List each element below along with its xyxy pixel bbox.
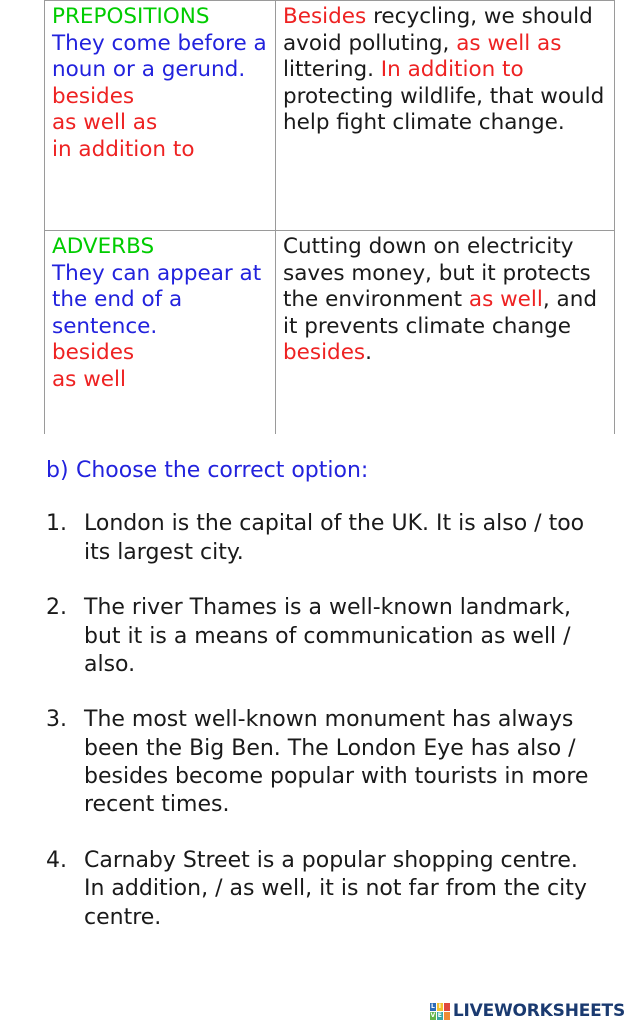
sentence-fragment: recycling, we should avoid polluting, — [283, 4, 593, 56]
exercise-section — [44, 458, 604, 959]
adverbs-example-cell — [276, 231, 615, 435]
sentence-fragment: protecting wildlife, that would help fight climate change. — [283, 83, 605, 136]
sentence-fragment: littering. — [283, 57, 381, 83]
logo-tile — [444, 1003, 450, 1011]
grammar-reference-table — [44, 0, 615, 434]
connector-item: in addition to — [52, 136, 195, 162]
liveworksheets-logo[interactable] — [430, 1001, 625, 1021]
logo-tile: L — [430, 1002, 435, 1010]
table-row — [45, 1, 615, 231]
rule-text-adverbs: They can appear at the end of a sentence. — [52, 260, 262, 339]
connector-item: as well as — [52, 110, 158, 136]
rule-text-prepositions: They come before a noun or a gerund. — [52, 30, 267, 83]
exercise-marker: b) — [46, 458, 69, 483]
logo-tile — [444, 1012, 450, 1020]
sentence-fragment: , and it prevents climate change — [283, 287, 597, 339]
example-sentence-prepositions — [283, 4, 609, 137]
connector-item: besides — [52, 83, 135, 109]
question-number: 2. — [46, 595, 67, 621]
table-row — [45, 231, 615, 435]
question-text: Carnaby Street is a popular shopping centre. In addition, / as well, it is not far from the city centre. — [84, 847, 587, 930]
example-sentence-adverbs — [283, 234, 609, 367]
logo-tile: E — [437, 1011, 442, 1019]
category-title-adverbs: ADVERBS — [52, 234, 155, 259]
question-item[interactable] — [44, 510, 604, 567]
highlighted-connector: In addition to — [380, 57, 524, 83]
sentence-fragment: Cutting down on electricity saves money, but it protects the environment — [283, 234, 591, 313]
question-number: 4. — [46, 847, 67, 873]
logo-tile: V — [430, 1011, 436, 1019]
exercise-instruction-text: Choose the correct option: — [76, 458, 369, 483]
highlighted-connector: besides — [283, 340, 366, 366]
logo-tile: I — [438, 1002, 441, 1010]
highlighted-connector: as well — [468, 287, 543, 313]
highlighted-connector: Besides — [283, 4, 367, 29]
question-text: London is the capital of the UK. It is also / too its largest city. — [84, 511, 585, 565]
question-item[interactable] — [44, 594, 604, 679]
highlighted-connector: as well as — [456, 30, 562, 56]
prepositions-rule-cell — [45, 1, 276, 231]
question-item[interactable] — [44, 706, 604, 820]
question-item[interactable] — [44, 847, 604, 932]
sentence-fragment: . — [365, 340, 372, 366]
liveworksheets-logo-icon — [430, 1003, 450, 1020]
question-number: 1. — [46, 511, 67, 537]
connector-item: as well — [52, 366, 126, 392]
liveworksheets-wordmark: LIVEWORKSHEETS — [452, 1001, 625, 1021]
question-number: 3. — [46, 707, 67, 733]
category-title-prepositions: PREPOSITIONS — [52, 4, 210, 29]
exercise-instruction — [44, 458, 604, 484]
adverbs-rule-cell — [45, 231, 276, 435]
connector-item: besides — [52, 340, 135, 366]
question-text: The most well-known monument has always been the Big Ben. The London Eye has also / besides become popular with tourists in more recent times. — [84, 707, 589, 818]
prepositions-example-cell — [276, 1, 615, 231]
question-text: The river Thames is a well-known landmark, but it is a means of communication as well / also. — [84, 595, 571, 677]
